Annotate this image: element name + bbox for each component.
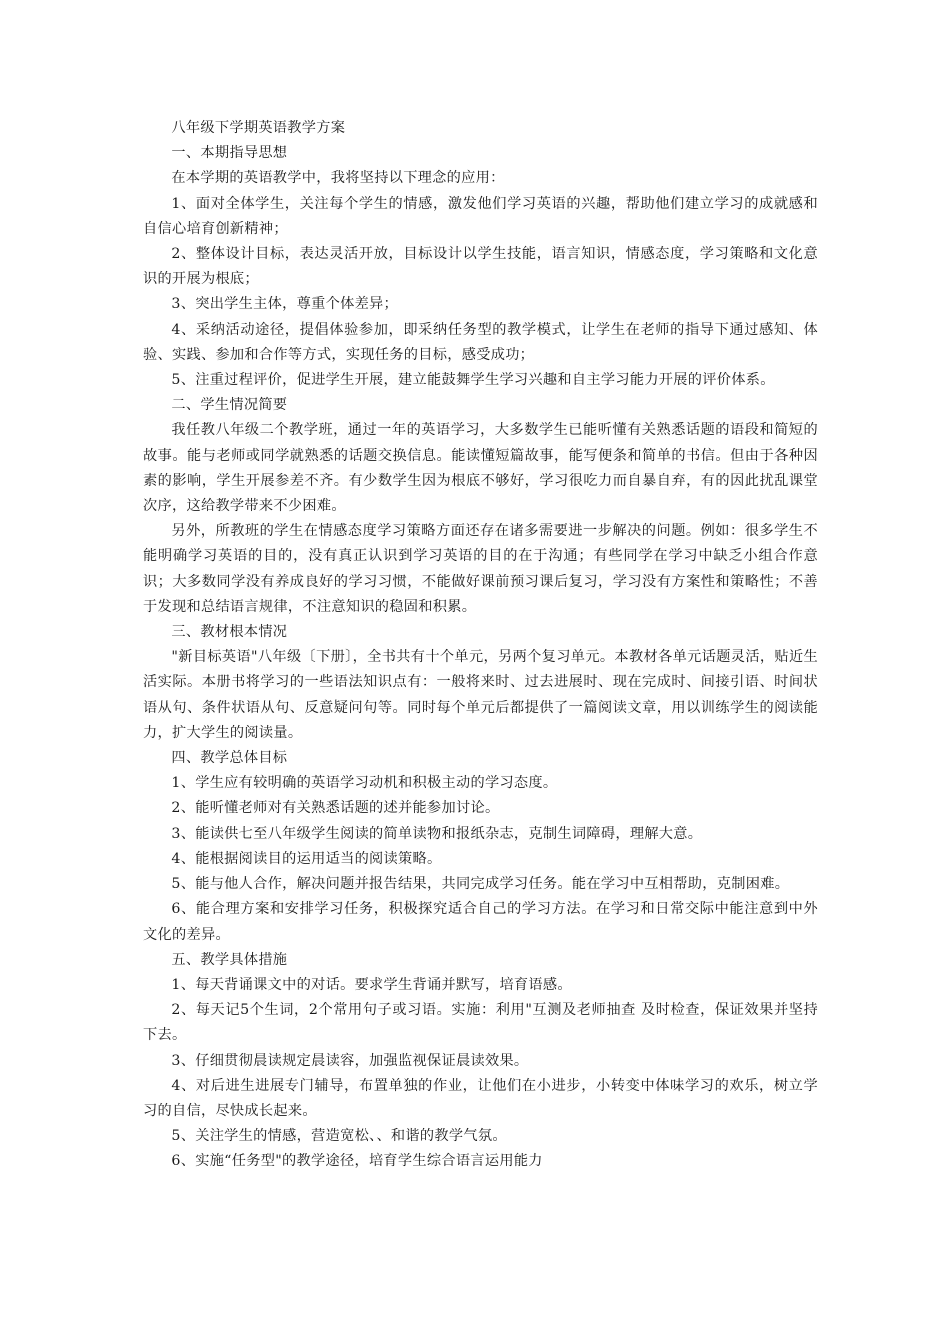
paragraph: 5、能与他人合作，解决问题并报告结果，共同完成学习任务。能在学习中互相帮助，克制困难。: [171, 876, 790, 893]
section-heading-student-situation: 二、学生情况简要: [171, 397, 288, 414]
paragraph: 6、实施“任务型"的教学途径，培育学生综合语言运用能力: [171, 1153, 543, 1170]
paragraph: "新目标英语"八年级〔下册〕，全书共有十个单元，另两个复习单元。本教材各单元话题灵活，贴近生活实际。本册书将学习的一些语法知识点有：一般将来时、过去进展时、现在完成时、间接引语、时间状语从句、条件状语从句、反意疑问句等。同时每个单元后都提供了一篇阅读文章，用以训练学生的阅读能力，扩大学生的阅读量。: [143, 649, 818, 741]
section-heading-measures: 五、教学具体措施: [171, 951, 288, 968]
paragraph: 4、对后进生进展专门辅导，布置单独的作业，让他们在小进步，小转变中体味学习的欢乐，树立学习的自信，尽快成长起来。: [143, 1077, 818, 1119]
paragraph: 3、能读供七至八年级学生阅读的简单读物和报纸杂志，克制生词障碍，理解大意。: [171, 825, 703, 842]
paragraph: 2、整体设计目标，表达灵活开放，目标设计以学生技能，语言知识，情感态度，学习策略和文化意识的开展为根底；: [143, 246, 818, 288]
paragraph: 1、面对全体学生，关注每个学生的情感，激发他们学习英语的兴趣，帮助他们建立学习的成就感和自信心培育创新精神；: [143, 195, 818, 237]
paragraph: 5、关注学生的情感，营造宽松、、和谐的教学气氛。: [171, 1128, 507, 1145]
paragraph: 我任教八年级二个教学班，通过一年的英语学习，大多数学生已能听懂有关熟悉话题的语段和简短的故事。能与老师或同学就熟悉的话题交换信息。能读懂短篇故事，能写便条和简单的书信。但由于各种因素的影响，学生开展参差不齐。有少数学生因为根底不够好，学习很吃力而自暴自弃，有的因此扰乱课堂次序，这给教学带来不少困难。: [143, 422, 818, 515]
paragraph: 在本学期的英语教学中，我将坚持以下理念的应用：: [171, 170, 505, 187]
document-page: [143, 116, 818, 1175]
paragraph: 3、仔细贯彻晨读规定晨读容，加强监视保证晨读效果。: [171, 1052, 529, 1069]
paragraph: 另外，所教班的学生在情感态度学习策略方面还存在诸多需要进一步解决的问题。例如：很多学生不能明确学习英语的目的，没有真正认识到学习英语的目的在于沟通；有些同学在学习中缺乏小组合作意识；大多数同学没有养成良好的学习习惯，不能做好课前预习课后复习，学习没有方案性和策略性；不善于发现和总结语言规律，不注意知识的稳固和积累。: [143, 523, 818, 615]
section-heading-textbook: 三、教材根本情况: [171, 624, 288, 641]
paragraph: 4、能根据阅读目的运用适当的阅读策略。: [171, 850, 442, 867]
paragraph: 3、突出学生主体，尊重个体差异；: [171, 296, 399, 313]
paragraph: 1、每天背诵课文中的对话。要求学生背诵并默写，培育语感。: [171, 976, 572, 993]
paragraph: 5、注重过程评价，促进学生开展，建立能鼓舞学生学习兴趣和自主学习能力开展的评价体系。: [171, 372, 775, 389]
section-heading-guiding-thought: 一、本期指导思想: [171, 145, 288, 162]
paragraph: 1、学生应有较明确的英语学习动机和积极主动的学习态度。: [171, 775, 558, 792]
document-title: 八年级下学期英语教学方案: [171, 120, 346, 136]
paragraph: 6、能合理方案和安排学习任务，积极探究适合自己的学习方法。在学习和日常交际中能注意到中外文化的差异。: [143, 901, 818, 943]
paragraph: 2、能听懂老师对有关熟悉话题的述并能参加讨论。: [171, 800, 500, 817]
paragraph: 4、采纳活动途径，提倡体验参加，即采纳任务型的教学模式，让学生在老师的指导下通过感知、体验、实践、参加和合作等方式，实现任务的目标，感受成功；: [143, 321, 818, 363]
section-heading-goals: 四、教学总体目标: [171, 750, 288, 767]
paragraph: 2、每天记5个生词，2个常用句子或习语。实施：利用"互测及老师抽查 及时检查，保证效果并坚持下去。: [143, 1002, 818, 1044]
